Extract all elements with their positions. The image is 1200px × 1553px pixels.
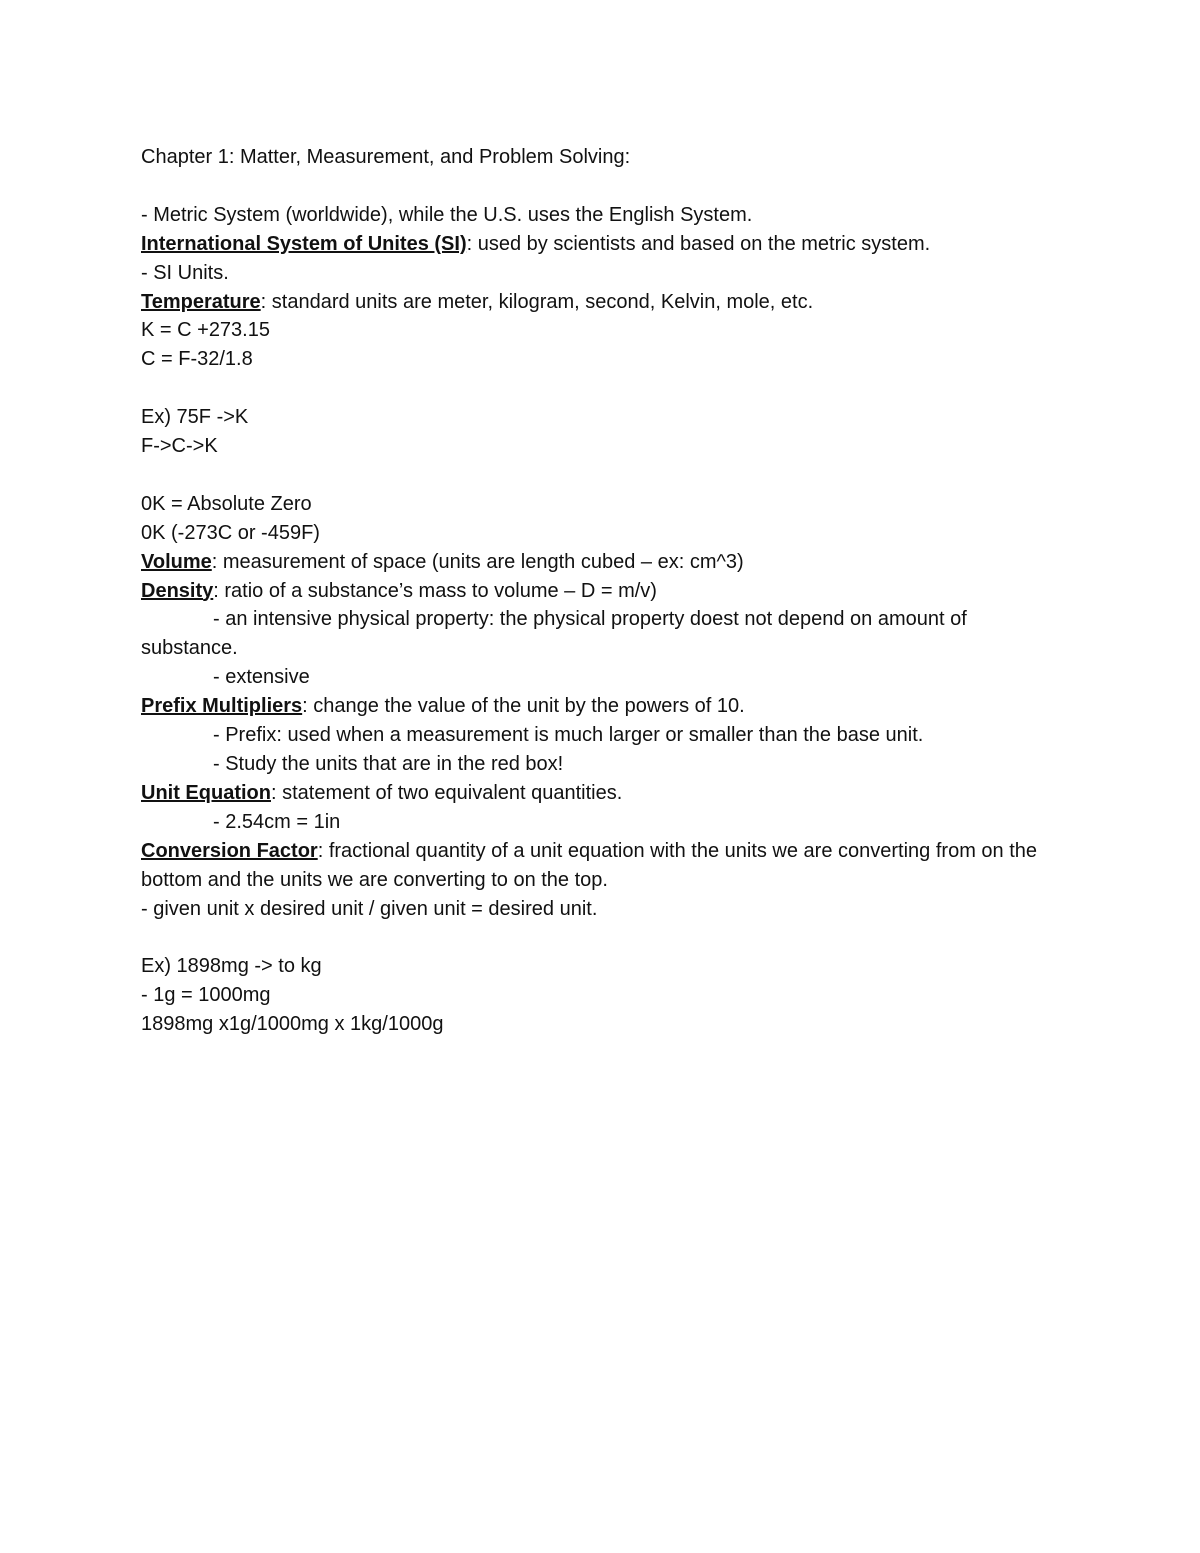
absolute-zero-line: 0K = Absolute Zero — [141, 492, 312, 515]
prefix-note-2: - Study the units that are in the red box! — [213, 752, 564, 775]
density-extensive-note: - extensive — [213, 666, 310, 689]
example-1-title: Ex) 75F ->K — [141, 406, 249, 429]
unit-equation-example: - 2.54cm = 1in — [213, 810, 341, 833]
density-term: Density — [141, 579, 214, 602]
temperature-term: Temperature — [141, 290, 261, 313]
blank-line — [141, 374, 1071, 403]
si-units-line: - SI Units. — [141, 261, 229, 284]
chapter-title: Chapter 1: Matter, Measurement, and Problem Solving: — [141, 146, 631, 168]
volume-term: Volume — [141, 550, 212, 573]
example-2-step-1: - 1g = 1000mg — [141, 984, 271, 1007]
kelvin-formula: K = C +273.15 — [141, 319, 270, 342]
density-definition-text: : ratio of a substance’s mass to volume – D = m/v) — [213, 579, 657, 602]
volume-definition — [141, 548, 1071, 577]
density-intensive-continued: substance. — [141, 637, 238, 660]
blank-line — [141, 461, 1071, 490]
example-2-title: Ex) 1898mg -> to kg — [141, 955, 322, 978]
density-definition — [141, 577, 1071, 606]
temperature-definition — [141, 288, 1071, 317]
example-2-step-2: 1898mg x1g/1000mg x 1kg/1000g — [141, 1013, 444, 1036]
density-intensive-note: - an intensive physical property: the physical property doest not depend on amount of — [213, 608, 967, 631]
blank-line — [141, 172, 1071, 201]
conversion-factor-term: Conversion Factor — [141, 839, 318, 862]
example-1-steps: F->C->K — [141, 435, 218, 458]
prefix-multipliers-term: Prefix Multipliers — [141, 695, 303, 718]
conversion-factor-definition — [141, 837, 1071, 895]
metric-system-line: - Metric System (worldwide), while the U.S. uses the English System. — [141, 203, 753, 226]
blank-line — [141, 923, 1071, 952]
absolute-zero-values: 0K (-273C or -459F) — [141, 521, 320, 544]
conversion-formula: - given unit x desired unit / given unit = desired unit. — [141, 897, 598, 920]
conversion-factor-text: : fractional quantity of a unit equation with the units we are converting from on the bottom and the units we are converting to on the top. — [141, 839, 1038, 891]
si-term: International System of Unites (SI) — [141, 232, 467, 255]
prefix-multipliers-text: : change the value of the unit by the powers of 10. — [302, 695, 745, 718]
celsius-formula: C = F-32/1.8 — [141, 348, 253, 371]
si-definition — [141, 230, 1071, 259]
temperature-definition-text: : standard units are meter, kilogram, second, Kelvin, mole, etc. — [260, 290, 814, 313]
prefix-note-1: - Prefix: used when a measurement is much larger or smaller than the base unit. — [213, 724, 924, 747]
unit-equation-text: : statement of two equivalent quantities. — [270, 781, 623, 804]
notes-body — [141, 143, 1071, 1039]
unit-equation-definition — [141, 779, 1071, 808]
si-definition-text: : used by scientists and based on the metric system. — [466, 232, 931, 255]
unit-equation-term: Unit Equation — [141, 781, 271, 804]
volume-definition-text: : measurement of space (units are length cubed – ex: cm^3) — [211, 550, 744, 573]
prefix-multipliers-definition — [141, 692, 1071, 721]
